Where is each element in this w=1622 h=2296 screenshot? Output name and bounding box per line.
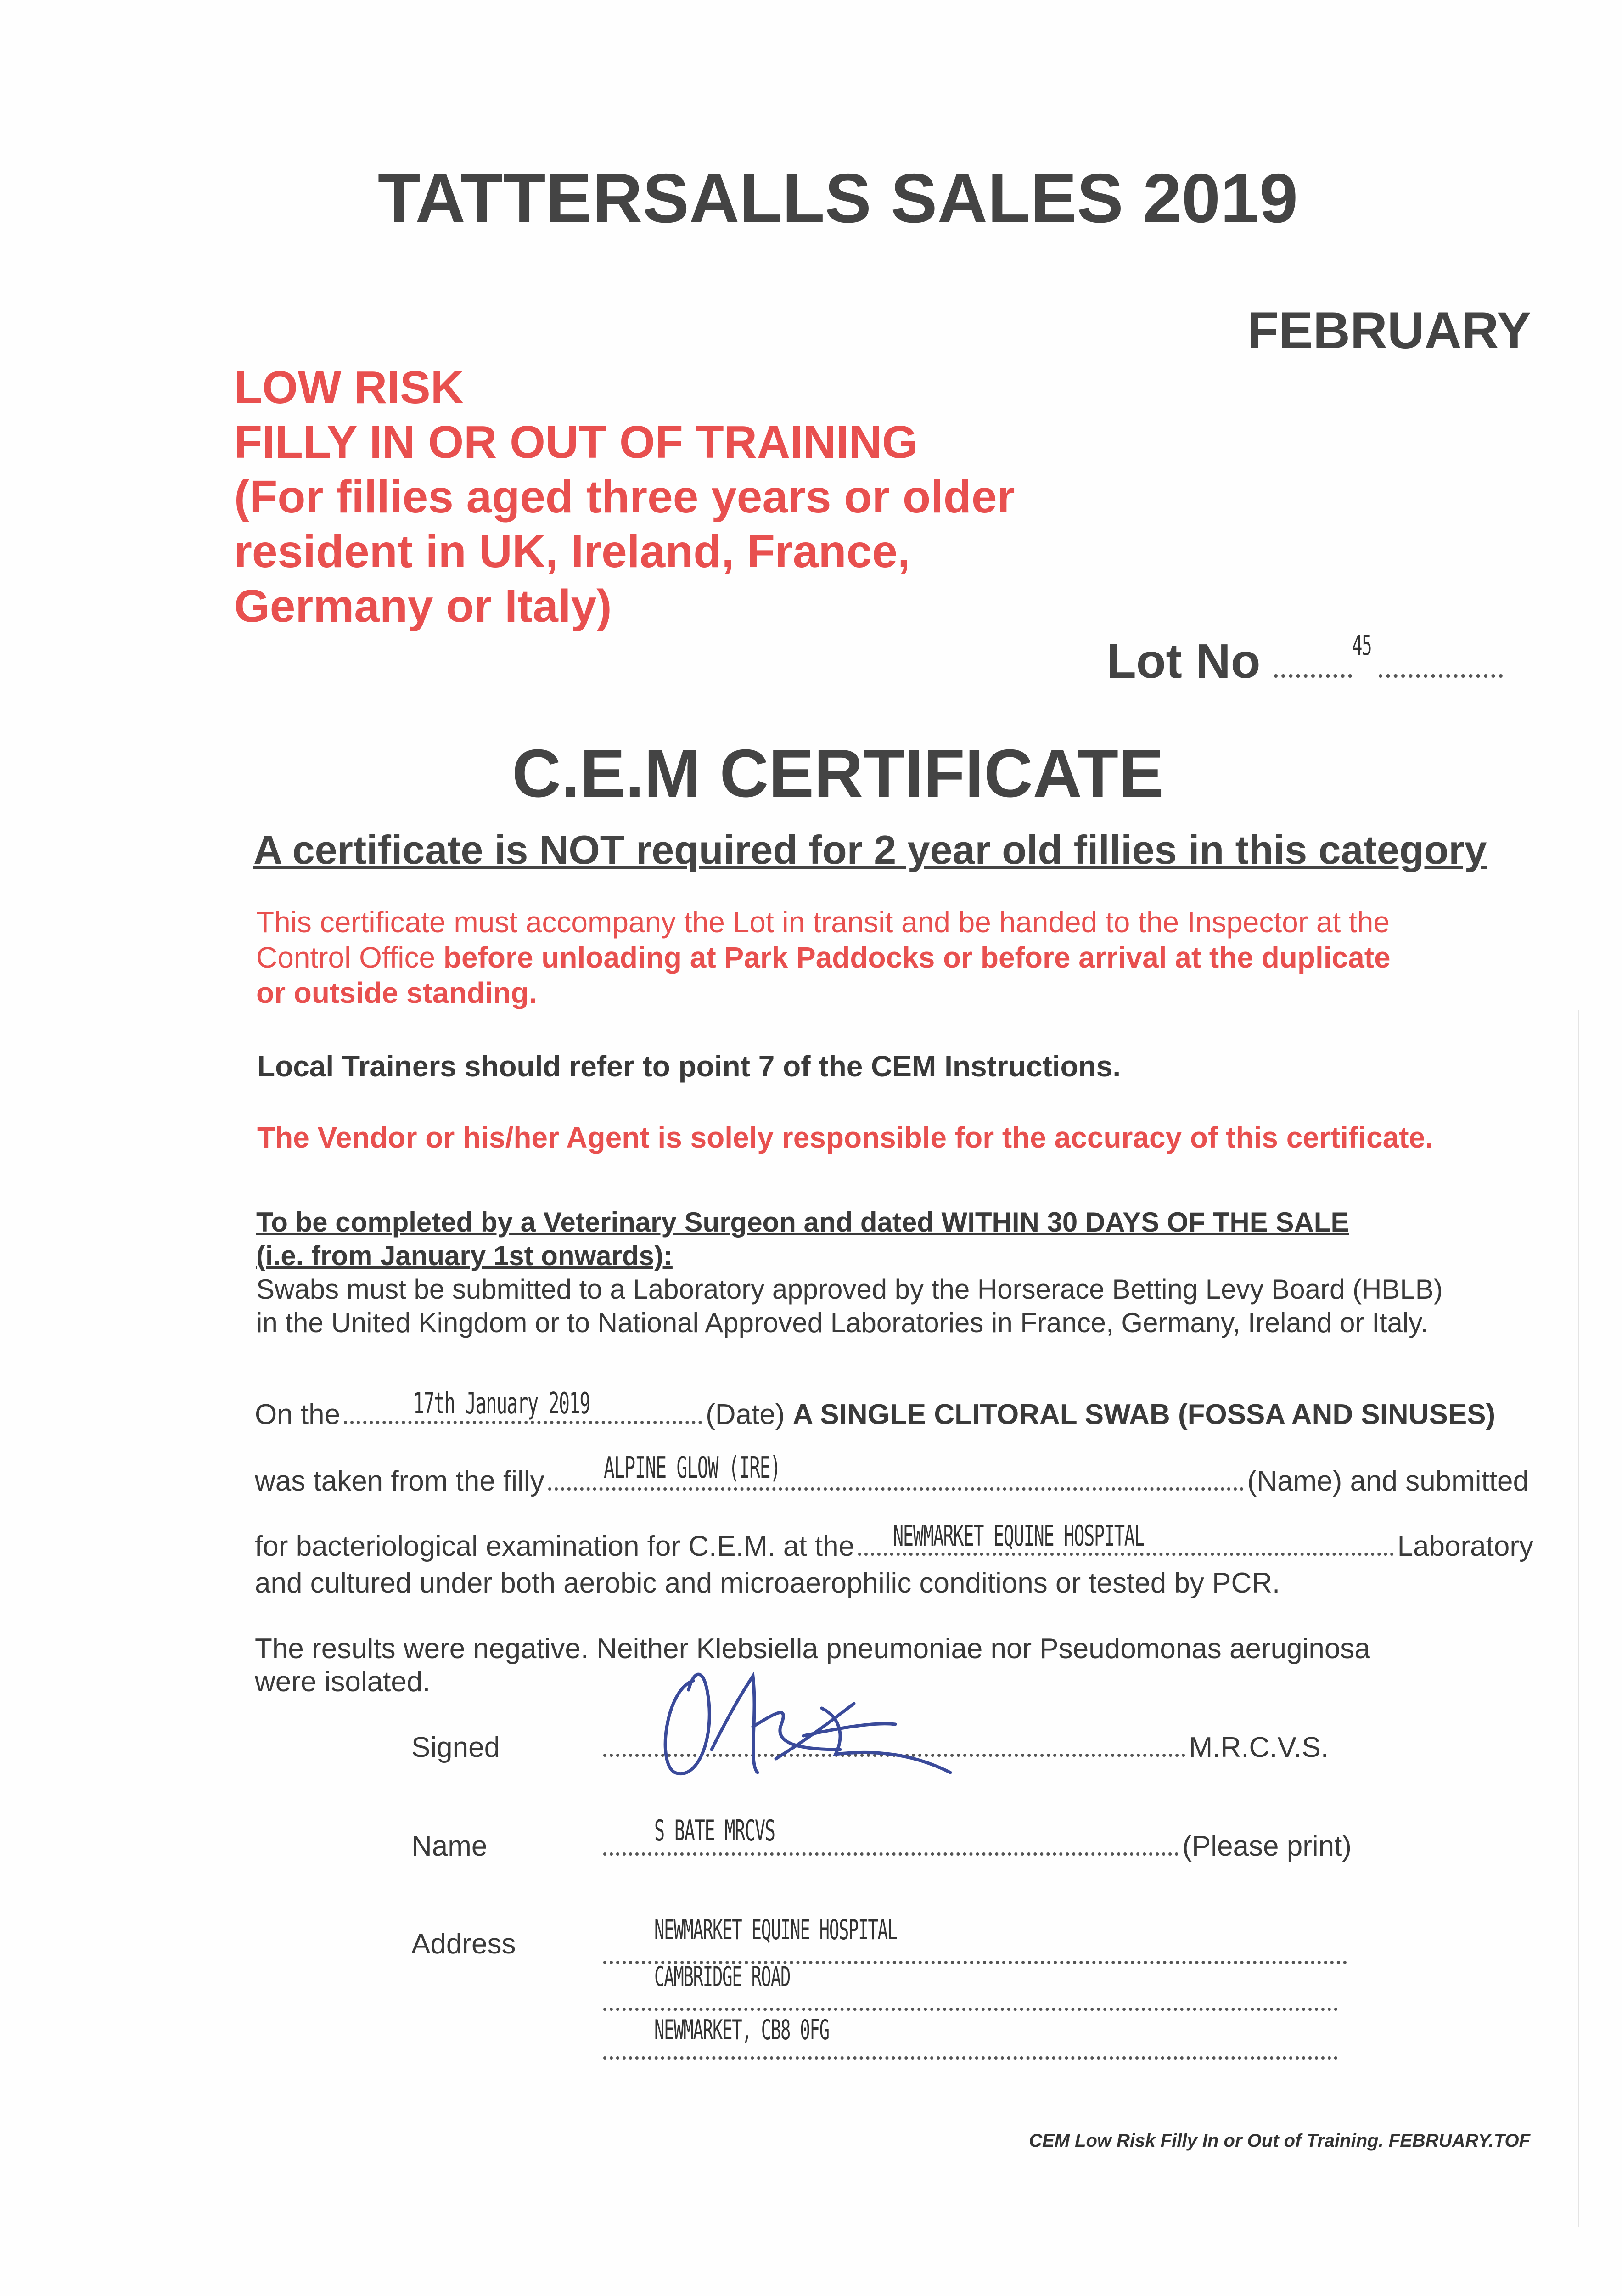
notice-bold: before unloading at Park Paddocks or before arrival at the duplicate [443, 941, 1391, 974]
filly-line [255, 1465, 1529, 1497]
on-the-label: On the [255, 1399, 341, 1430]
cultured-text: and cultured under both aerobic and microaerophilic conditions or tested by PCR. [255, 1567, 1280, 1599]
category-line: FILLY IN OR OUT OF TRAINING [234, 416, 918, 468]
scan-edge [1578, 1010, 1579, 2227]
bacteriological-label: for bacteriological examination for C.E.M. at the [255, 1531, 855, 1562]
date-label: (Date) [706, 1399, 785, 1430]
laboratory-field[interactable] [858, 1553, 1394, 1556]
lot-value: 45 [1352, 630, 1372, 662]
signature-image [638, 1598, 1005, 1791]
instructions [256, 1205, 1443, 1339]
notice-line: Control Office [256, 941, 443, 974]
address-line-field[interactable] [603, 2056, 1338, 2060]
document-title: TATTERSALLS SALES 2019 [377, 159, 1298, 237]
instructions-heading: To be completed by a Veterinary Surgeon and dated WITHIN 30 DAYS OF THE SALE [256, 1207, 1349, 1238]
address-line-field[interactable] [603, 2008, 1338, 2011]
mrcvs-label: M.R.C.V.S. [1189, 1732, 1329, 1763]
category-line: (For fillies aged three years or older [234, 471, 1015, 523]
filly-name-field[interactable] [548, 1487, 1244, 1491]
laboratory-label: Laboratory [1397, 1531, 1533, 1562]
category-line: resident in UK, Ireland, France, [234, 526, 910, 577]
lot-label: Lot No [1106, 634, 1261, 688]
instructions-heading: (i.e. from January 1st onwards): [256, 1240, 673, 1271]
filly-name-value: ALPINE GLOW (IRE) [604, 1451, 781, 1485]
category-line: LOW RISK [234, 362, 464, 413]
vet-name-value: S BATE MRCVS [654, 1814, 775, 1847]
local-trainers-note: Local Trainers should refer to point 7 of the CEM Instructions. [257, 1050, 1121, 1083]
date-field[interactable] [344, 1421, 702, 1424]
address-value: CAMBRIDGE ROAD [654, 1961, 791, 1993]
name-label: (Name) and submitted [1247, 1465, 1529, 1497]
certificate-subtitle: A certificate is NOT required for 2 year old fillies in this category [253, 827, 1487, 872]
address-value: NEWMARKET EQUINE HOSPITAL [654, 1914, 897, 1946]
vendor-note: The Vendor or his/her Agent is solely responsible for the accuracy of this certificate. [257, 1121, 1433, 1154]
name-field-label: Name [411, 1830, 488, 1862]
certificate-title: C.E.M CERTIFICATE [512, 736, 1164, 811]
instructions-body: Swabs must be submitted to a Laboratory approved by the Horserace Betting Levy Board (HBLB) [256, 1274, 1443, 1305]
notice-line: This certificate must accompany the Lot in transit and be handed to the Inspector at the [256, 906, 1390, 939]
lot-number [1106, 630, 1503, 689]
swab-text: A SINGLE CLITORAL SWAB (FOSSA AND SINUSES) [792, 1399, 1496, 1430]
laboratory-value: NEWMARKET EQUINE HOSPITAL [893, 1519, 1145, 1553]
vet-name-field[interactable] [603, 1852, 1179, 1856]
category-block [234, 360, 1015, 634]
taken-from-label: was taken from the filly [255, 1465, 544, 1497]
please-print-label: (Please print) [1182, 1830, 1352, 1862]
results-line: were isolated. [255, 1666, 431, 1698]
results-line: The results were negative. Neither Klebsiella pneumoniae nor Pseudomonas aeruginosa [255, 1633, 1370, 1665]
footer-filename: CEM Low Risk Filly In or Out of Training. FEBRUARY.TOF [1029, 2131, 1530, 2151]
address-label: Address [411, 1928, 516, 1960]
sale-month: FEBRUARY [1247, 302, 1531, 359]
transit-notice [256, 905, 1391, 1011]
category-line: Germany or Italy) [234, 580, 612, 632]
signed-label: Signed [411, 1732, 500, 1763]
date-value: 17th January 2019 [413, 1387, 590, 1421]
address-value: NEWMARKET, CB8 0FG [654, 2014, 829, 2046]
notice-bold: or outside standing. [256, 976, 537, 1009]
instructions-body: in the United Kingdom or to National Approved Laboratories in France, Germany, Ireland or Italy. [256, 1307, 1428, 1338]
